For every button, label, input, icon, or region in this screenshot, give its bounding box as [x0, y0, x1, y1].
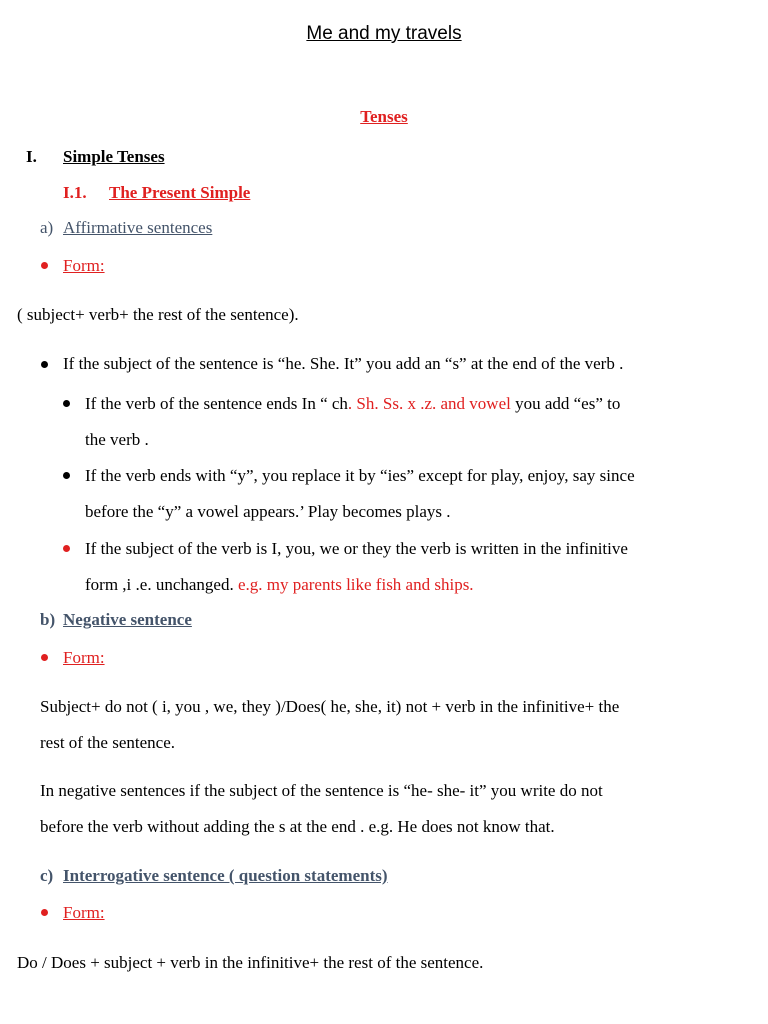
bullet-icon [41, 262, 48, 269]
rule-ies-line1: If the verb ends with “y”, you replace it by “ies” except for play, enjoy, say since [85, 466, 635, 485]
form-label-affirmative: Form: [63, 256, 105, 275]
rule-infinitive-line2 [85, 576, 474, 593]
subsection-number: I.1. [63, 183, 87, 202]
rule-infinitive-line1: If the subject of the verb is I, you, we or they the verb is written in the infinitive [85, 539, 628, 558]
rule-es-text-start: If the verb of the sentence ends In “ ch [85, 394, 348, 413]
bullet-icon [41, 909, 48, 916]
affirmative-formula: ( subject+ verb+ the rest of the sentence). [17, 305, 299, 324]
negative-formula-line1: Subject+ do not ( i, you , we, they )/Does( he, she, it) not + verb in the infinitive+ the [40, 697, 620, 716]
negative-note-line1: In negative sentences if the subject of the sentence is “he- she- it” you write do not [40, 781, 603, 800]
example-highlight: e.g. my parents like fish and ships. [233, 575, 474, 594]
rule-he-she-it: If the subject of the sentence is “he. She. It” you add an “s” at the end of the verb . [63, 354, 624, 373]
negative-note-line2: before the verb without adding the s at the end . e.g. He does not know that. [40, 817, 555, 836]
subsection-title: The Present Simple [109, 183, 251, 202]
bullet-icon [41, 654, 48, 661]
negative-formula-line2: rest of the sentence. [40, 733, 175, 752]
affirmative-title: Affirmative sentences [63, 218, 213, 237]
item-letter-b: b) [40, 610, 56, 629]
bullet-icon [63, 472, 70, 479]
section-title: Simple Tenses [63, 147, 165, 166]
rule-es-endings-highlight: . Sh. Ss. x .z. and vowel [347, 394, 511, 413]
bullet-icon [63, 545, 70, 552]
form-label-interrogative: Form: [63, 903, 105, 922]
rule-ies-line2: before the “y” a vowel appears.’ Play becomes plays . [85, 502, 451, 521]
rule-es-text-end: you add “es” to [510, 394, 621, 413]
bullet-icon [63, 400, 70, 407]
document-title: Me and my travels [306, 23, 462, 44]
negative-title: Negative sentence [63, 610, 192, 629]
item-letter-c: c) [40, 866, 54, 885]
form-label-negative: Form: [63, 648, 105, 667]
tenses-heading: Tenses [360, 107, 408, 126]
interrogative-formula: Do / Does + subject + verb in the infinitive+ the rest of the sentence. [17, 953, 484, 972]
bullet-icon [41, 361, 48, 368]
item-letter-a: a) [40, 218, 54, 237]
section-number: I. [26, 147, 37, 166]
interrogative-title: Interrogative sentence ( question statements) [63, 866, 388, 885]
rule-es-line2: the verb . [85, 430, 149, 449]
rule-infinitive-text: form ,i .e. unchanged. [85, 575, 234, 594]
rule-es-ending [85, 395, 620, 412]
